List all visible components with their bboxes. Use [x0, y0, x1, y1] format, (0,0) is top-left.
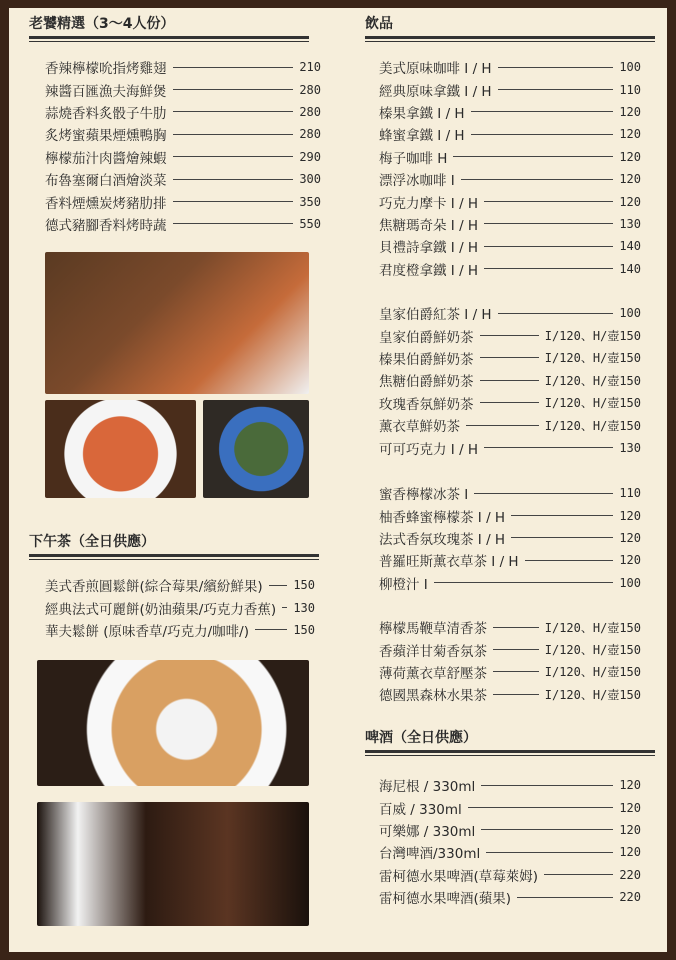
item-name: 可可巧克力 I / H [379, 441, 479, 458]
item-name: 德式豬腳香料烤時蔬 [45, 217, 167, 234]
item-price: I/120、H/壺150 [544, 329, 641, 344]
leader-line [282, 607, 287, 608]
leader-line [466, 425, 539, 426]
item-name: 檸檬茄汁肉醬燴辣蝦 [45, 150, 167, 167]
leader-line [173, 201, 294, 202]
item-price: I/120、H/壺150 [544, 665, 641, 680]
item-name: 普羅旺斯薰衣草茶 I / H [379, 554, 519, 571]
item-price: I/120、H/壺150 [544, 687, 641, 702]
menu-item [379, 436, 641, 458]
menu-item [379, 369, 641, 391]
drinks-section [365, 14, 655, 42]
item-name: 巧克力摩卡 I / H [379, 195, 479, 212]
item-price: 100 [619, 306, 641, 321]
leader-line [511, 537, 613, 538]
item-name: 梅子咖啡 H [379, 150, 448, 167]
item-name: 皇家伯爵鮮奶茶 [379, 329, 474, 346]
milk-tea-list [379, 302, 641, 459]
item-price: 130 [619, 216, 641, 231]
afternoon-tea-list [45, 574, 315, 641]
menu-item [379, 661, 641, 683]
item-price: 220 [619, 890, 641, 905]
leader-line [173, 179, 294, 180]
set-menu-list [45, 56, 321, 235]
leader-line [498, 67, 614, 68]
menu-item [379, 841, 641, 863]
section-divider [365, 36, 655, 42]
menu-item [379, 258, 641, 280]
menu-item [379, 482, 641, 504]
item-price: 280 [299, 82, 321, 97]
menu-page [9, 8, 667, 952]
waffle-photo [37, 802, 309, 926]
item-name: 玫瑰香氛鮮奶茶 [379, 396, 474, 413]
leader-line [484, 246, 613, 247]
item-price: 110 [619, 82, 641, 97]
leader-line [480, 402, 539, 403]
menu-item [379, 392, 641, 414]
menu-item [379, 819, 641, 841]
coffee-list [379, 56, 641, 280]
item-name: 君度橙拿鐵 I / H [379, 262, 479, 279]
herbal-tea-list [379, 616, 641, 706]
leader-line [471, 111, 614, 112]
item-price: 120 [619, 553, 641, 568]
item-price: 120 [619, 778, 641, 793]
item-price: 120 [619, 149, 641, 164]
item-price: 280 [299, 127, 321, 142]
menu-item [45, 190, 321, 212]
menu-item [379, 168, 641, 190]
leader-line [480, 335, 539, 336]
item-price: 550 [299, 216, 321, 231]
leader-line [498, 313, 614, 314]
leader-line [269, 585, 288, 586]
item-price: 120 [619, 194, 641, 209]
item-name: 蜜香檸檬冰茶 I [379, 487, 469, 504]
item-name: 美式香煎圓鬆餅(綜合莓果/繽紛鮮果) [45, 579, 263, 596]
menu-item [379, 864, 641, 886]
item-price: 120 [619, 508, 641, 523]
shrimp-photo [45, 400, 196, 498]
item-name: 經典原味拿鐵 I / H [379, 83, 492, 100]
leader-line [255, 629, 287, 630]
leader-line [173, 156, 294, 157]
drinks-title: 飲品 [365, 16, 393, 32]
item-name: 榛果伯爵鮮奶茶 [379, 351, 474, 368]
item-price: 110 [619, 486, 641, 501]
item-name: 漂浮冰咖啡 I [379, 173, 455, 190]
menu-item [379, 796, 641, 818]
item-name: 布魯塞爾白酒燴淡菜 [45, 173, 167, 190]
item-name: 柳橙汁 I [379, 576, 428, 593]
menu-item [379, 886, 641, 908]
item-name: 德國黑森林水果茶 [379, 688, 487, 705]
item-name: 蒜燒香料炙骰子牛肋 [45, 105, 167, 122]
item-price: 100 [619, 60, 641, 75]
leader-line [453, 156, 613, 157]
item-price: 300 [299, 172, 321, 187]
menu-item [379, 549, 641, 571]
item-name: 薄荷薰衣草舒壓茶 [379, 665, 487, 682]
item-price: 120 [619, 127, 641, 142]
item-name: 香辣檸檬吮指烤雞翅 [45, 61, 167, 78]
item-name: 華夫鬆餅 (原味香草/巧克力/咖啡/) [45, 623, 249, 640]
item-price: 130 [619, 440, 641, 455]
pancake-photo [37, 660, 309, 786]
item-name: 柚香蜂蜜檸檬茶 I / H [379, 509, 506, 526]
leader-line [484, 447, 613, 448]
item-name: 皇家伯爵紅茶 I / H [379, 307, 492, 324]
beer-title: 啤酒（全日供應） [365, 730, 477, 746]
menu-item [45, 596, 315, 618]
menu-item [45, 574, 315, 596]
leader-line [484, 223, 613, 224]
leader-line [480, 380, 539, 381]
leader-line [498, 89, 614, 90]
item-price: 120 [619, 822, 641, 837]
leader-line [493, 671, 539, 672]
leader-line [173, 134, 294, 135]
section-divider [29, 554, 319, 560]
menu-item [45, 123, 321, 145]
leader-line [474, 493, 613, 494]
leader-line [480, 357, 539, 358]
afternoon-tea-title: 下午茶（全日供應） [29, 534, 155, 550]
menu-item [379, 324, 641, 346]
menu-item [45, 168, 321, 190]
menu-item [379, 683, 641, 705]
leader-line [511, 515, 613, 516]
set-menu-section [29, 14, 309, 42]
item-price: 120 [619, 530, 641, 545]
menu-item [379, 123, 641, 145]
item-name: 辣醬百匯漁夫海鮮煲 [45, 83, 167, 100]
item-price: 290 [299, 149, 321, 164]
item-price: I/120、H/壺150 [544, 373, 641, 388]
leader-line [461, 179, 614, 180]
menu-item [379, 56, 641, 78]
menu-item [45, 213, 321, 235]
item-name: 雷柯德水果啤酒(蘋果) [379, 891, 512, 908]
set-menu-title: 老饕精選（3～4人份） [29, 16, 175, 32]
section-divider [365, 750, 655, 756]
menu-item [379, 527, 641, 549]
menu-item [379, 347, 641, 369]
leader-line [173, 89, 294, 90]
item-price: 350 [299, 194, 321, 209]
item-name: 焦糖瑪奇朵 I / H [379, 217, 479, 234]
item-name: 可樂娜 / 330ml [379, 823, 476, 840]
leader-line [481, 829, 613, 830]
menu-item [379, 190, 641, 212]
item-name: 檸檬馬鞭草清香茶 [379, 621, 487, 638]
item-name: 海尼根 / 330ml [379, 779, 476, 796]
menu-item [379, 213, 641, 235]
leader-line [486, 852, 613, 853]
item-price: 130 [293, 600, 315, 615]
item-price: 120 [619, 845, 641, 860]
menu-item [379, 146, 641, 168]
item-name: 雷柯德水果啤酒(草莓萊姆) [379, 868, 539, 885]
leader-line [525, 560, 614, 561]
beer-list [379, 774, 641, 908]
menu-item [379, 774, 641, 796]
item-name: 貝禮詩拿鐵 I / H [379, 240, 479, 257]
leader-line [544, 874, 613, 875]
item-price: 220 [619, 867, 641, 882]
menu-item [45, 78, 321, 100]
menu-item [45, 619, 315, 641]
item-name: 焦糖伯爵鮮奶茶 [379, 374, 474, 391]
item-price: 120 [619, 800, 641, 815]
item-name: 經典法式可麗餅(奶油蘋果/巧克力香蕉) [45, 601, 277, 618]
leader-line [493, 627, 539, 628]
leader-line [493, 649, 539, 650]
item-name: 法式香氛玫瑰茶 I / H [379, 531, 506, 548]
item-name: 美式原味咖啡 I / H [379, 61, 492, 78]
grilled-meat-photo [45, 252, 309, 394]
leader-line [434, 582, 614, 583]
item-price: 140 [619, 261, 641, 276]
item-price: 120 [619, 172, 641, 187]
menu-item [45, 146, 321, 168]
menu-item [379, 572, 641, 594]
menu-item [379, 504, 641, 526]
leader-line [481, 785, 613, 786]
beer-section [365, 728, 655, 756]
item-price: I/120、H/壺150 [544, 620, 641, 635]
item-price: 100 [619, 575, 641, 590]
leader-line [517, 897, 613, 898]
item-name: 台灣啤酒/330ml [379, 846, 481, 863]
leader-line [484, 201, 613, 202]
item-price: I/120、H/壺150 [544, 351, 641, 366]
item-price: 120 [619, 104, 641, 119]
item-price: 150 [293, 622, 315, 637]
section-divider [29, 36, 309, 42]
item-name: 炙烤蜜蘋果煙燻鴨胸 [45, 128, 167, 145]
menu-item [379, 414, 641, 436]
afternoon-tea-section [29, 532, 319, 560]
item-price: I/120、H/壺150 [544, 643, 641, 658]
item-price: I/120、H/壺150 [544, 396, 641, 411]
menu-item [45, 101, 321, 123]
item-name: 蜂蜜拿鐵 I / H [379, 128, 465, 145]
menu-item [379, 302, 641, 324]
menu-item [379, 78, 641, 100]
leader-line [471, 134, 614, 135]
item-price: 210 [299, 60, 321, 75]
leader-line [173, 111, 294, 112]
leader-line [493, 694, 539, 695]
fruit-tea-list [379, 482, 641, 594]
item-price: 280 [299, 104, 321, 119]
item-price: 140 [619, 239, 641, 254]
item-price: I/120、H/壺150 [544, 418, 641, 433]
item-name: 百威 / 330ml [379, 801, 462, 818]
item-name: 香蘋洋甘菊香氛茶 [379, 643, 487, 660]
mussels-photo [203, 400, 309, 498]
leader-line [173, 67, 294, 68]
menu-item [379, 235, 641, 257]
item-price: 150 [293, 578, 315, 593]
menu-item [379, 638, 641, 660]
menu-item [45, 56, 321, 78]
item-name: 香料煙燻炭烤豬肋排 [45, 195, 167, 212]
leader-line [173, 223, 294, 224]
item-name: 榛果拿鐵 I / H [379, 105, 465, 122]
item-name: 薰衣草鮮奶茶 [379, 419, 460, 436]
leader-line [468, 807, 614, 808]
menu-item [379, 101, 641, 123]
menu-item [379, 616, 641, 638]
leader-line [484, 268, 613, 269]
